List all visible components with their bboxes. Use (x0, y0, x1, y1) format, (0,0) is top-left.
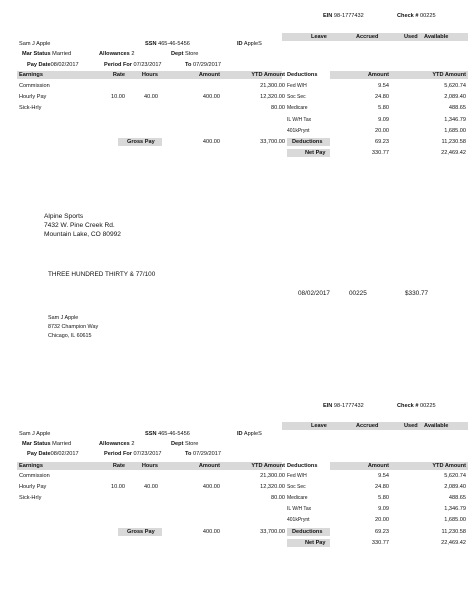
deduction-amount-header: Amount (367, 463, 389, 469)
ein (323, 403, 364, 409)
payee-street: 8732 Champion Way (48, 324, 99, 330)
ssn-label: SSN (145, 431, 157, 437)
employee-name: Sam J Apple (19, 431, 51, 437)
pay-date-value: 08/02/2017 (50, 451, 79, 457)
deductions-total-ytd: 11,230.58 (441, 529, 466, 535)
dept-value: Store (185, 441, 199, 447)
period-to (185, 450, 221, 458)
deduction-ytd: 5,620.74 (444, 473, 466, 479)
employee-id (237, 430, 262, 438)
earning-name: Commission (19, 473, 50, 479)
check-amount: $330.77 (405, 290, 429, 297)
ssn-label: SSN (145, 41, 157, 47)
id-label: ID (237, 41, 243, 47)
check-number-value: 00225 (420, 13, 436, 19)
earning-ytd: 12,320.00 (260, 94, 285, 100)
gross-pay-amount: 400.00 (202, 139, 220, 145)
earning-ytd: 12,320.00 (260, 484, 285, 490)
payee-name: Sam J Apple (48, 315, 79, 321)
deduction-ytd: 1,346.79 (444, 117, 466, 123)
period-to (185, 61, 221, 69)
earning-name: Sick-Hrly (19, 105, 42, 111)
deduction-amount: 20.00 (375, 517, 389, 523)
department (171, 50, 198, 58)
gross-pay-label: Gross Pay (127, 529, 155, 535)
ssn (145, 40, 190, 48)
deduction-ytd-header: YTD Amount (432, 463, 466, 469)
dept-value: Store (185, 51, 199, 57)
check-number-value: 00225 (420, 403, 436, 409)
period-for-label: Period For (104, 62, 132, 68)
deduction-ytd-header: YTD Amount (432, 72, 466, 78)
earning-amount: 400.00 (202, 94, 220, 100)
period-for (104, 450, 162, 458)
allowances (99, 50, 134, 58)
hours-header: Hours (141, 72, 158, 78)
leave-header: Leave (311, 34, 327, 40)
deductions-total-amount: 69.23 (375, 529, 389, 535)
employee-id (237, 40, 262, 48)
accrued-header: Accrued (356, 423, 379, 429)
mar-status-label: Mar Status (22, 441, 51, 447)
earning-rate: 10.00 (111, 94, 125, 100)
payee-city: Chicago, IL 60615 (48, 333, 92, 339)
deduction-amount: 5.80 (378, 495, 389, 501)
deduction-ytd: 2,089.40 (444, 94, 466, 100)
pay-date-label: Pay Date (27, 451, 51, 457)
deduction-amount-header: Amount (367, 72, 389, 78)
pay-date (27, 61, 79, 69)
gross-pay-ytd: 33,700.00 (260, 529, 285, 535)
ssn-value: 465-46-5456 (158, 431, 190, 437)
deduction-name: Soc Sec (287, 94, 306, 100)
net-pay-ytd: 22,469.42 (441, 540, 466, 546)
allowances-label: Allowances (99, 51, 130, 57)
deductions-header: Deductions (287, 463, 318, 469)
allowances (99, 440, 134, 448)
to-value: 07/29/2017 (192, 451, 221, 457)
ssn (145, 430, 190, 438)
deduction-name: IL W/H Tax (287, 117, 312, 123)
ein-label: EIN (323, 403, 333, 409)
rate-header: Rate (112, 463, 125, 469)
to-value: 07/29/2017 (192, 62, 221, 68)
check-number-label: Check # (397, 403, 419, 409)
ytd-amount-header: YTD Amount (251, 463, 285, 469)
used-header: Used (404, 34, 418, 40)
deduction-amount: 5.80 (378, 105, 389, 111)
check-number-label: Check # (397, 13, 419, 19)
ssn-value: 465-46-5456 (158, 41, 190, 47)
net-pay-label: Net Pay (305, 150, 326, 156)
earning-amount: 400.00 (202, 484, 220, 490)
net-pay-ytd: 22,469.42 (441, 150, 466, 156)
marital-status (22, 440, 71, 448)
check-number-field: 00225 (349, 290, 367, 297)
company-name: Alpine Sports (44, 213, 84, 220)
gross-pay-ytd: 33,700.00 (260, 139, 285, 145)
mar-status-value: Married (52, 51, 72, 57)
ein-value: 98-1777432 (333, 13, 364, 19)
ytd-amount-header: YTD Amount (251, 72, 285, 78)
gross-pay-label: Gross Pay (127, 139, 155, 145)
pay-date (27, 450, 79, 458)
gross-pay-amount: 400.00 (202, 529, 220, 535)
earning-name: Hourly Pay (19, 484, 47, 490)
period-for-value: 07/23/2017 (133, 62, 162, 68)
rate-header: Rate (112, 72, 125, 78)
deduction-name: Soc Sec (287, 484, 306, 490)
deduction-ytd: 1,346.79 (444, 506, 466, 512)
deductions-total-label: Deductions (292, 139, 323, 145)
deduction-name: 401kPrynt (287, 517, 310, 523)
deduction-amount: 9.09 (378, 506, 389, 512)
company-city: Mountain Lake, CO 80992 (44, 231, 121, 238)
deduction-ytd: 1,685.00 (444, 128, 466, 134)
deductions-total-ytd: 11,230.58 (441, 139, 466, 145)
check-date: 08/02/2017 (298, 290, 330, 297)
deduction-name: Fed W/H (287, 83, 307, 89)
department (171, 440, 198, 448)
pay-stub-top (0, 0, 475, 200)
earning-ytd: 21,300.00 (260, 473, 285, 479)
earning-ytd: 80.00 (271, 495, 285, 501)
deduction-amount: 24.80 (375, 94, 389, 100)
deduction-name: Medicare (287, 495, 308, 501)
deduction-amount: 24.80 (375, 484, 389, 490)
available-header: Available (424, 423, 449, 429)
accrued-header: Accrued (356, 34, 379, 40)
marital-status (22, 50, 71, 58)
deduction-amount: 9.54 (378, 83, 389, 89)
dept-label: Dept (171, 51, 184, 57)
earning-hours: 40.00 (144, 94, 158, 100)
allowances-value: 2 (131, 51, 135, 57)
leave-header: Leave (311, 423, 327, 429)
deduction-name: Fed W/H (287, 473, 307, 479)
employee-name: Sam J Apple (19, 41, 51, 47)
earning-name: Commission (19, 83, 50, 89)
earning-ytd: 80.00 (271, 105, 285, 111)
to-label: To (185, 62, 192, 68)
deduction-ytd: 488.65 (448, 495, 466, 501)
net-pay-amount: 330.77 (371, 540, 389, 546)
deduction-amount: 20.00 (375, 128, 389, 134)
id-value: AppleS (243, 41, 262, 47)
deduction-ytd: 2,089.40 (444, 484, 466, 490)
earning-ytd: 21,300.00 (260, 83, 285, 89)
deduction-name: 401kPrynt (287, 128, 310, 134)
to-label: To (185, 451, 192, 457)
mar-status-label: Mar Status (22, 51, 51, 57)
allowances-value: 2 (131, 441, 135, 447)
earning-hours: 40.00 (144, 484, 158, 490)
check-body (0, 200, 475, 400)
company-street: 7432 W. Pine Creek Rd. (44, 222, 115, 229)
ein (323, 13, 364, 19)
check-number (397, 13, 436, 19)
earning-rate: 10.00 (111, 484, 125, 490)
id-label: ID (237, 431, 243, 437)
pay-date-label: Pay Date (27, 62, 51, 68)
dept-label: Dept (171, 441, 184, 447)
used-header: Used (404, 423, 418, 429)
earning-name: Sick-Hrly (19, 495, 42, 501)
available-header: Available (424, 34, 449, 40)
pay-stub-bottom (0, 392, 475, 592)
mar-status-value: Married (52, 441, 72, 447)
deductions-total-amount: 69.23 (375, 139, 389, 145)
deduction-amount: 9.54 (378, 473, 389, 479)
period-for-value: 07/23/2017 (133, 451, 162, 457)
deduction-name: Medicare (287, 105, 308, 111)
hours-header: Hours (141, 463, 158, 469)
pay-date-value: 08/02/2017 (50, 62, 79, 68)
deduction-amount: 9.09 (378, 117, 389, 123)
period-for-label: Period For (104, 451, 132, 457)
allowances-label: Allowances (99, 441, 130, 447)
check-number (397, 403, 436, 409)
amount-in-words: THREE HUNDRED THIRTY & 77/100 (48, 271, 156, 278)
earnings-header: Earnings (19, 463, 43, 469)
earnings-header: Earnings (19, 72, 43, 78)
net-pay-label: Net Pay (305, 540, 326, 546)
amount-header: Amount (198, 72, 220, 78)
id-value: AppleS (243, 431, 262, 437)
earning-name: Hourly Pay (19, 94, 47, 100)
ein-value: 98-1777432 (333, 403, 364, 409)
deduction-ytd: 5,620.74 (444, 83, 466, 89)
amount-header: Amount (198, 463, 220, 469)
deduction-ytd: 488.65 (448, 105, 466, 111)
ein-label: EIN (323, 13, 333, 19)
deductions-header: Deductions (287, 72, 318, 78)
net-pay-amount: 330.77 (371, 150, 389, 156)
period-for (104, 61, 162, 69)
deduction-name: IL W/H Tax (287, 506, 312, 512)
deductions-total-label: Deductions (292, 529, 323, 535)
deduction-ytd: 1,685.00 (444, 517, 466, 523)
